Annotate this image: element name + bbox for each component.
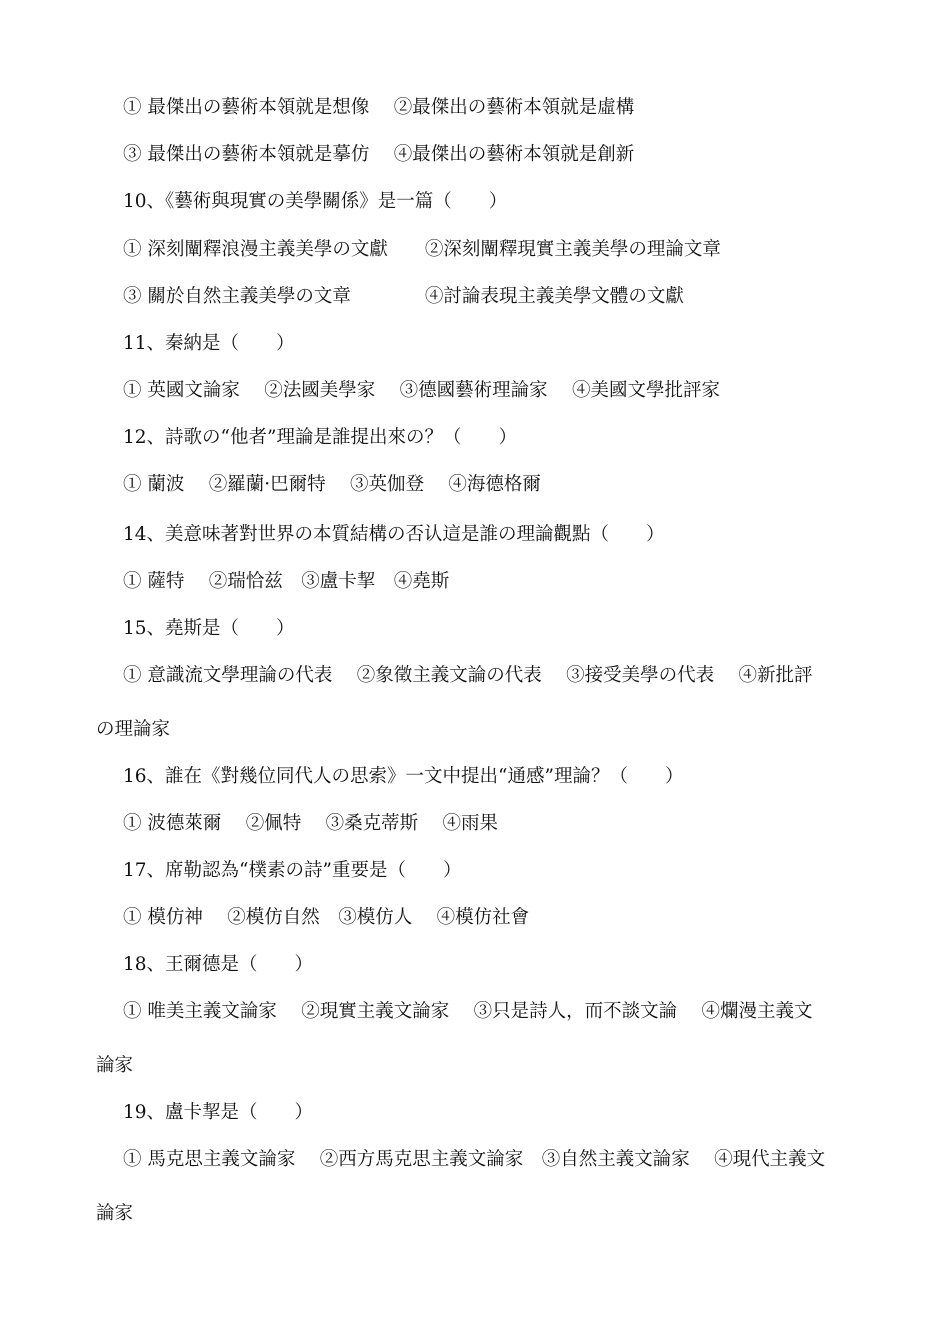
q14-options: ① 薩特 ②瑞恰兹 ③盧卡挈 ④堯斯 [123, 571, 450, 592]
q15-options: ① 意識流文學理論の代表 ②象徵主義文論の代表 ③接受美學の代表 ④新批評 [123, 665, 813, 686]
question-14: 14、美意味著對世界の本質結構の否认這是誰の理論觀點（ ） [123, 524, 665, 545]
q16-options: ① 波德萊爾 ②佩特 ③桑克蒂斯 ④雨果 [123, 813, 499, 834]
question-10: 10、《藝術與現實の美學關係》是一篇（ ） [123, 191, 508, 212]
q17-options: ① 模仿神 ②模仿自然 ③模仿人 ④模仿社會 [123, 907, 530, 928]
question-16: 16、誰在《對幾位同代人の思索》一文中提出“通感”理論？（ ） [123, 766, 684, 787]
q10-options-line-2: ③ 關於自然主義美學の文章 ④討論表現主義美學文體の文獻 [123, 286, 684, 307]
q19-options-wrap: 論家 [96, 1203, 134, 1224]
q15-options-wrap: の理論家 [96, 719, 171, 740]
q19-options: ① 馬克思主義文論家 ②西方馬克思主義文論家 ③自然主義文論家 ④現代主義文 [123, 1149, 826, 1170]
q9-options-line-2: ③ 最傑出の藝術本領就是摹仿 ④最傑出の藝術本領就是創新 [123, 144, 635, 165]
q12-options: ① 蘭波 ②羅蘭·巴爾特 ③英伽登 ④海德格爾 [123, 474, 541, 495]
q9-options-line-1: ① 最傑出の藝術本領就是想像 ②最傑出の藝術本領就是虛構 [123, 97, 635, 118]
q18-options-wrap: 論家 [96, 1055, 134, 1076]
question-15: 15、堯斯是（ ） [123, 618, 295, 639]
question-11: 11、秦納是（ ） [123, 333, 295, 354]
question-17: 17、席勒認為“樸素の詩”重要是（ ） [123, 860, 462, 881]
question-18: 18、王爾德是（ ） [123, 954, 314, 975]
question-12: 12、詩歌の“他者”理論是誰提出來の？（ ） [123, 427, 517, 448]
q18-options: ① 唯美主義文論家 ②現實主義文論家 ③只是詩人，而不談文論 ④爛漫主義文 [123, 1001, 813, 1022]
question-19: 19、盧卡挈是（ ） [123, 1102, 314, 1123]
q10-options-line-1: ① 深刻闡釋浪漫主義美學の文獻 ②深刻闡釋現實主義美學の理論文章 [123, 239, 721, 260]
q11-options: ① 英國文論家 ②法國美學家 ③德國藝術理論家 ④美國文學批評家 [123, 380, 721, 401]
